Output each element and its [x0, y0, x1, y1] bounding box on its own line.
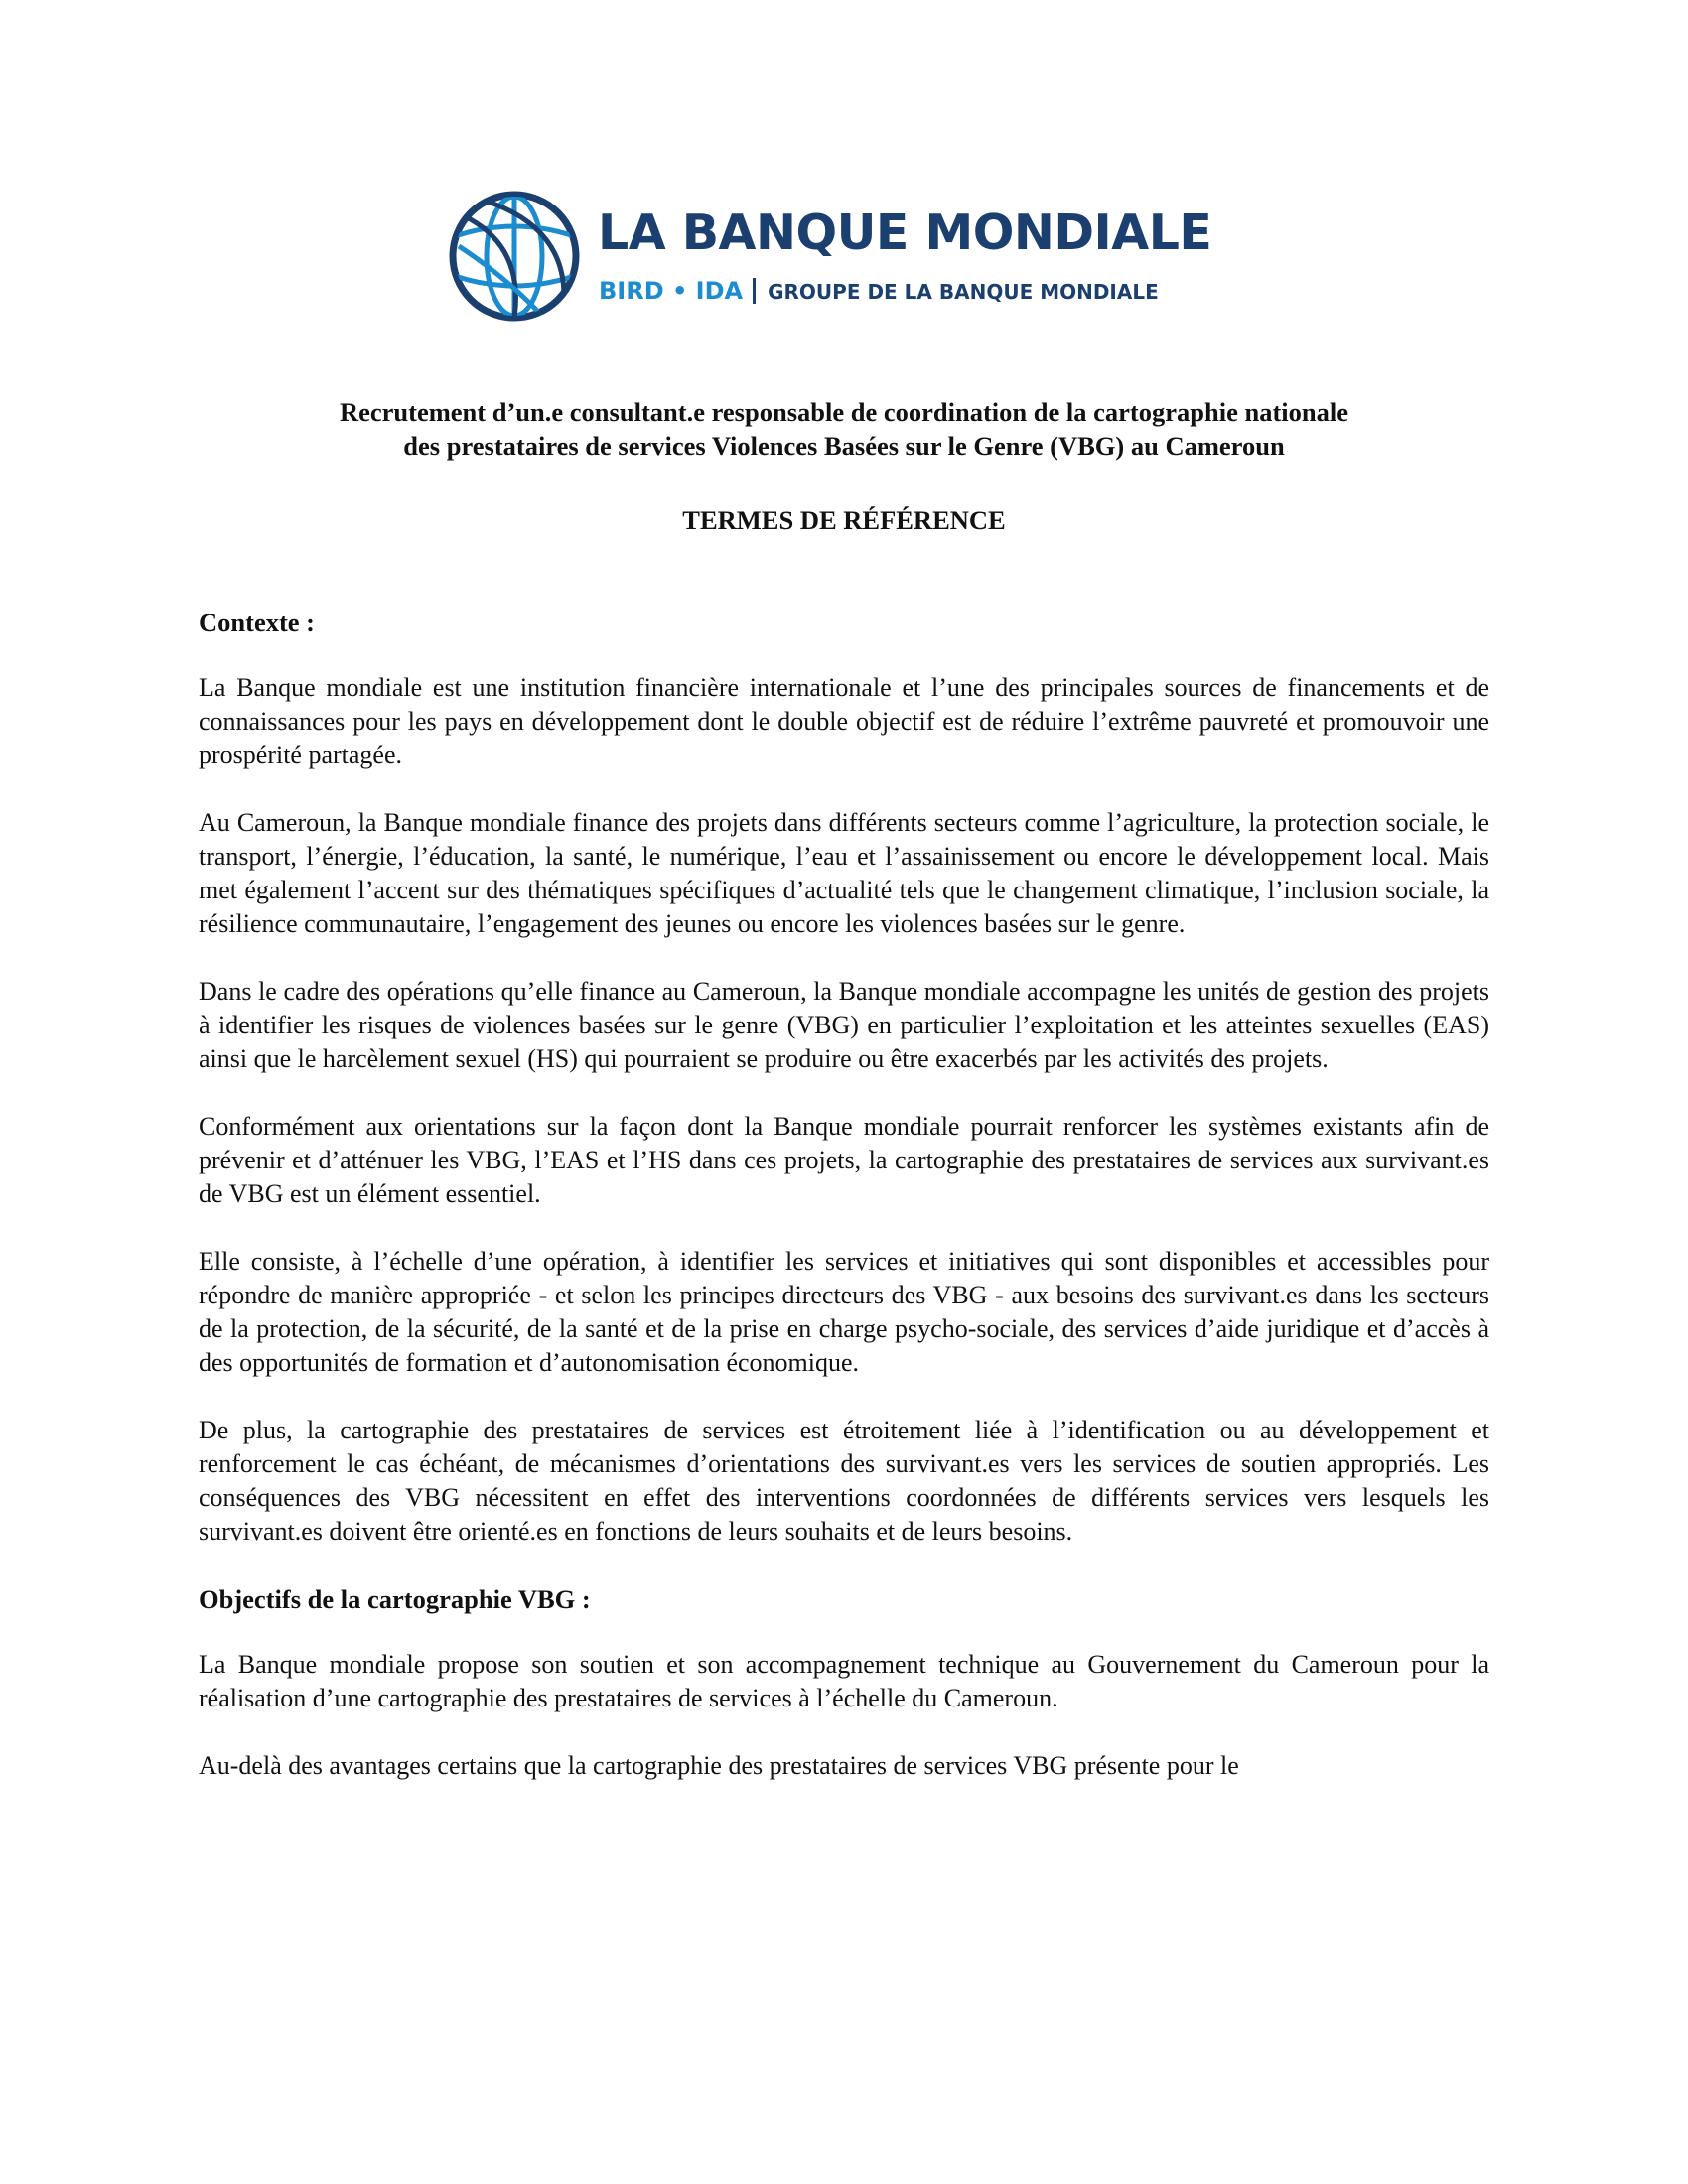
- globe-icon: [445, 187, 584, 326]
- section-heading-objectifs: Objectifs de la cartographie VBG :: [199, 1584, 591, 1614]
- logo-divider: [753, 278, 756, 304]
- section-heading-contexte: Contexte :: [199, 608, 315, 637]
- title-line-1: Recrutement d’un.e consultant.e responsable de coordination de la cartographie nationale: [339, 397, 1349, 427]
- logo-group: GROUPE DE LA BANQUE MONDIALE: [768, 280, 1159, 304]
- paragraph: Elle consiste, à l’échelle d’une opération, à identifier les services et initiatives qui sont disponibles et accessibles pour répondre de manière appropriée - et selon les principes directeurs des VBG - aux besoins des survivant.es dans les secteurs de la protection, de la sécurité, de la santé et de la prise en charge psycho-sociale, des services d’aide juridique et d’accès à des opportunités de formation et d’autonomisation économique.: [199, 1247, 1489, 1377]
- document-body: [199, 606, 1489, 1817]
- world-bank-logo: [445, 187, 1239, 331]
- paragraph: Au-delà des avantages certains que la cartographie des prestataires de services VBG présente pour le: [199, 1751, 1239, 1780]
- paragraph: La Banque mondiale propose son soutien et son accompagnement technique au Gouvernement du Cameroun pour la réalisation d’une cartographie des prestataires de services à l’échelle du Cameroun.: [199, 1650, 1489, 1712]
- paragraph: Dans le cadre des opérations qu’elle finance au Cameroun, la Banque mondiale accompagne les unités de gestion des projets à identifier les risques de violences basées sur le genre (VBG) en particulier l’exploitation et les atteintes sexuelles (EAS) ainsi que le harcèlement sexuel (HS) qui pourraient se produire ou être exacerbés par les activités des projets.: [199, 977, 1489, 1073]
- title-line-2: des prestataires de services Violences Basées sur le Genre (VBG) au Cameroun: [403, 431, 1285, 461]
- document-subtitle: TERMES DE RÉFÉRENCE: [682, 505, 1006, 535]
- logo-subtitle: [599, 278, 1159, 304]
- paragraph: Conformément aux orientations sur la façon dont la Banque mondiale pourrait renforcer les systèmes existants afin de prévenir et d’atténuer les VBG, l’EAS et l’HS dans ces projets, la cartographie des prestataires de services aux survivant.es de VBG est un élément essentiel.: [199, 1112, 1489, 1208]
- logo-bird-ida: BIRD • IDA: [599, 277, 744, 305]
- paragraph: De plus, la cartographie des prestataires de services est étroitement liée à l’identification ou au développement et renforcement le cas échéant, de mécanismes d’orientations des survivant.es vers les services de soutien appropriés. Les conséquences des VBG nécessitent en effet des interventions coordonnées de différents services vers lesquels les survivant.es doivent être orienté.es en fonctions de leurs souhaits et de leurs besoins.: [199, 1416, 1489, 1546]
- document-title: [199, 395, 1489, 463]
- paragraph: Au Cameroun, la Banque mondiale finance des projets dans différents secteurs comme l’agriculture, la protection sociale, le transport, l’énergie, l’éducation, la santé, le numérique, l’eau et l’assainissement ou encore le développement local. Mais met également l’accent sur des thématiques spécifiques d’actualité tels que le changement climatique, l’inclusion sociale, la résilience communautaire, l’engagement des jeunes ou encore les violences basées sur le genre.: [199, 808, 1489, 938]
- paragraph: La Banque mondiale est une institution financière internationale et l’une des principales sources de financements et de connaissances pour les pays en développement dont le double objectif est de réduire l’extrême pauvreté et promouvoir une prospérité partagée.: [199, 673, 1489, 769]
- logo-name: LA BANQUE MONDIALE: [598, 205, 1212, 261]
